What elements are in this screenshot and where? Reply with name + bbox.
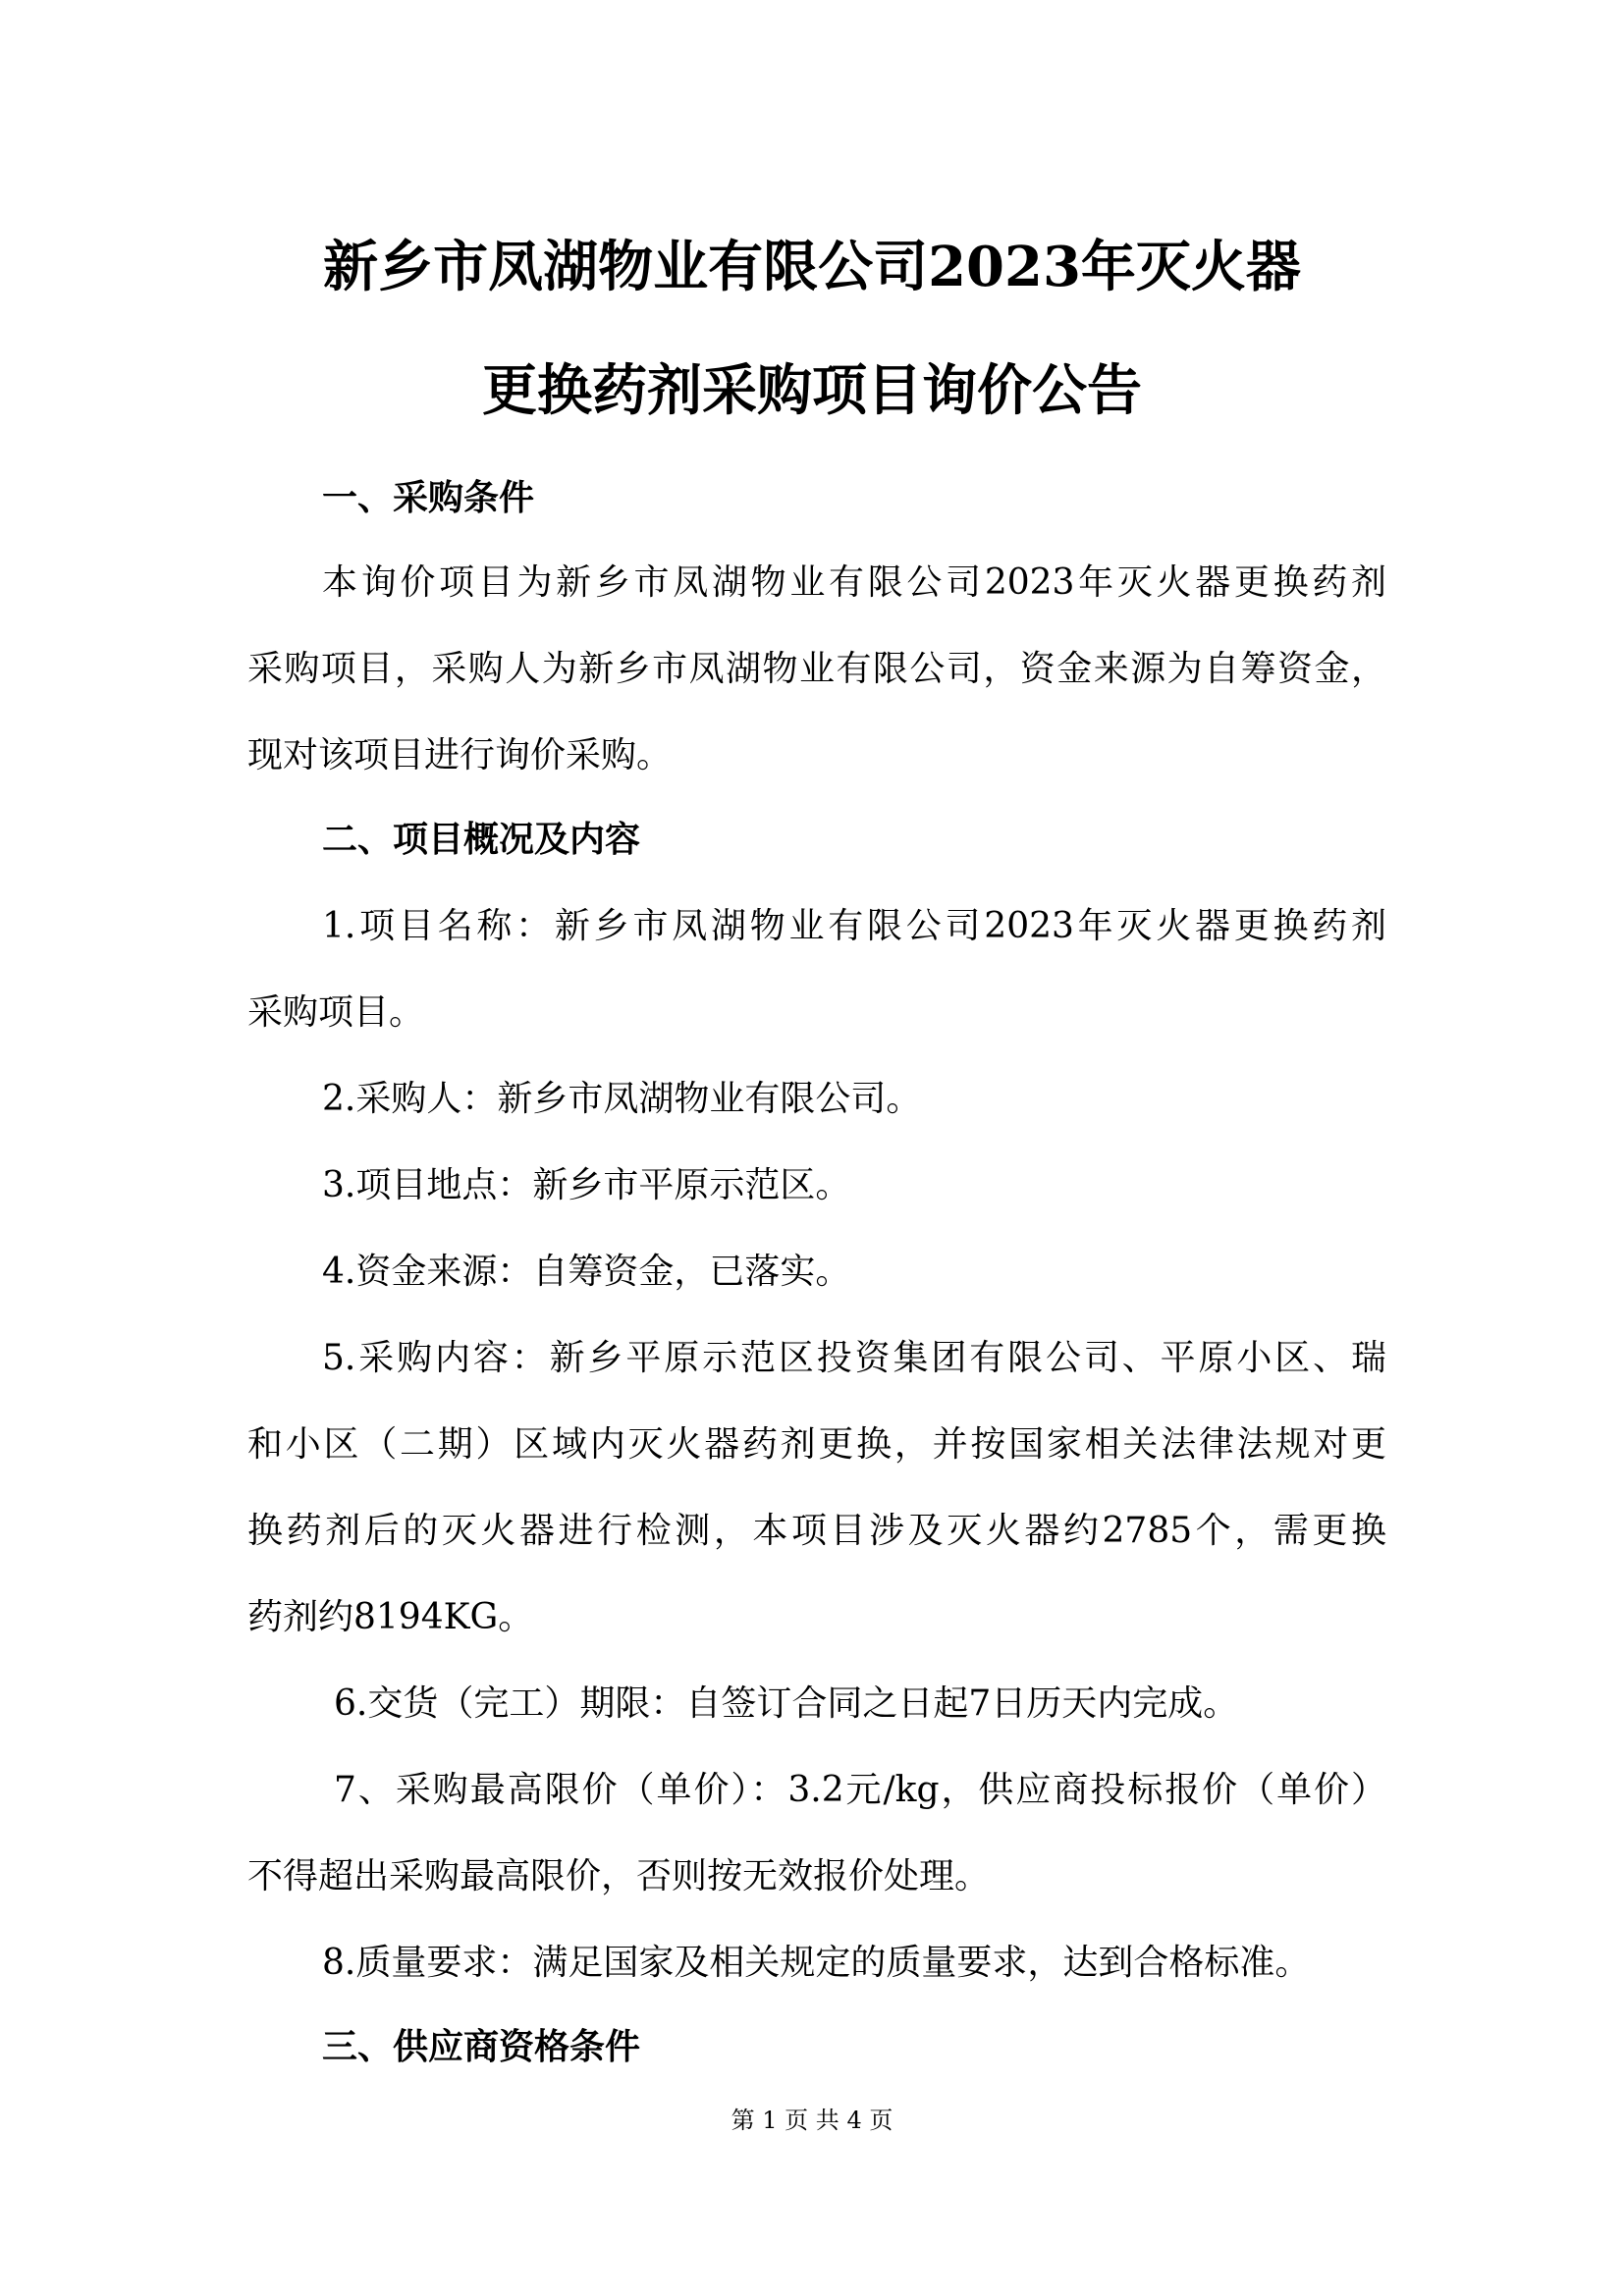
document-title-line-1: 新乡市凤湖物业有限公司2023年灭火器 <box>323 235 1301 299</box>
paragraph-line: 现对该项目进行询价采购。 <box>247 735 673 775</box>
list-item-procurement-content-cont: 和小区（二期）区域内灭火器药剂更换，并按国家相关法律法规对更 <box>247 1424 1386 1465</box>
list-item-price-cap: 7、采购最高限价（单价）：3.2元/kg，供应商投标报价（单价） <box>334 1770 1386 1810</box>
list-item-project-name-cont: 采购项目。 <box>247 992 425 1033</box>
section-heading-supplier-qualification: 三、供应商资格条件 <box>322 2027 641 2067</box>
section-heading-procurement-conditions: 一、采购条件 <box>322 478 535 518</box>
list-item-procurement-content-cont: 换药剂后的灭火器进行检测，本项目涉及灭火器约2785个，需更换 <box>247 1511 1386 1551</box>
list-item-price-cap-cont: 不得超出采购最高限价，否则按无效报价处理。 <box>247 1856 991 1896</box>
list-item-procurement-content-cont: 药剂约8194KG。 <box>247 1597 534 1637</box>
page-number-footer: 第 1 页 共 4 页 <box>731 2107 893 2134</box>
section-heading-project-overview: 二、项目概况及内容 <box>322 820 641 860</box>
list-item-quality-requirement: 8.质量要求：满足国家及相关规定的质量要求，达到合格标准。 <box>322 1943 1311 1983</box>
list-item-project-name: 1.项目名称：新乡市凤湖物业有限公司2023年灭火器更换药剂 <box>322 906 1386 946</box>
paragraph-line: 采购项目，采购人为新乡市凤湖物业有限公司，资金来源为自筹资金， <box>247 649 1386 689</box>
list-item-purchaser: 2.采购人：新乡市凤湖物业有限公司。 <box>322 1079 922 1119</box>
document-title-line-2: 更换药剂采购项目询价公告 <box>482 358 1142 423</box>
list-item-project-location: 3.项目地点：新乡市平原示范区。 <box>322 1165 851 1205</box>
list-item-delivery-period: 6.交货（完工）期限：自签订合同之日起7日历天内完成。 <box>334 1683 1239 1724</box>
paragraph-line: 本询价项目为新乡市凤湖物业有限公司2023年灭火器更换药剂 <box>322 562 1386 603</box>
list-item-fund-source: 4.资金来源：自筹资金，已落实。 <box>322 1252 851 1292</box>
list-item-procurement-content: 5.采购内容：新乡平原示范区投资集团有限公司、平原小区、瑞 <box>322 1338 1386 1378</box>
